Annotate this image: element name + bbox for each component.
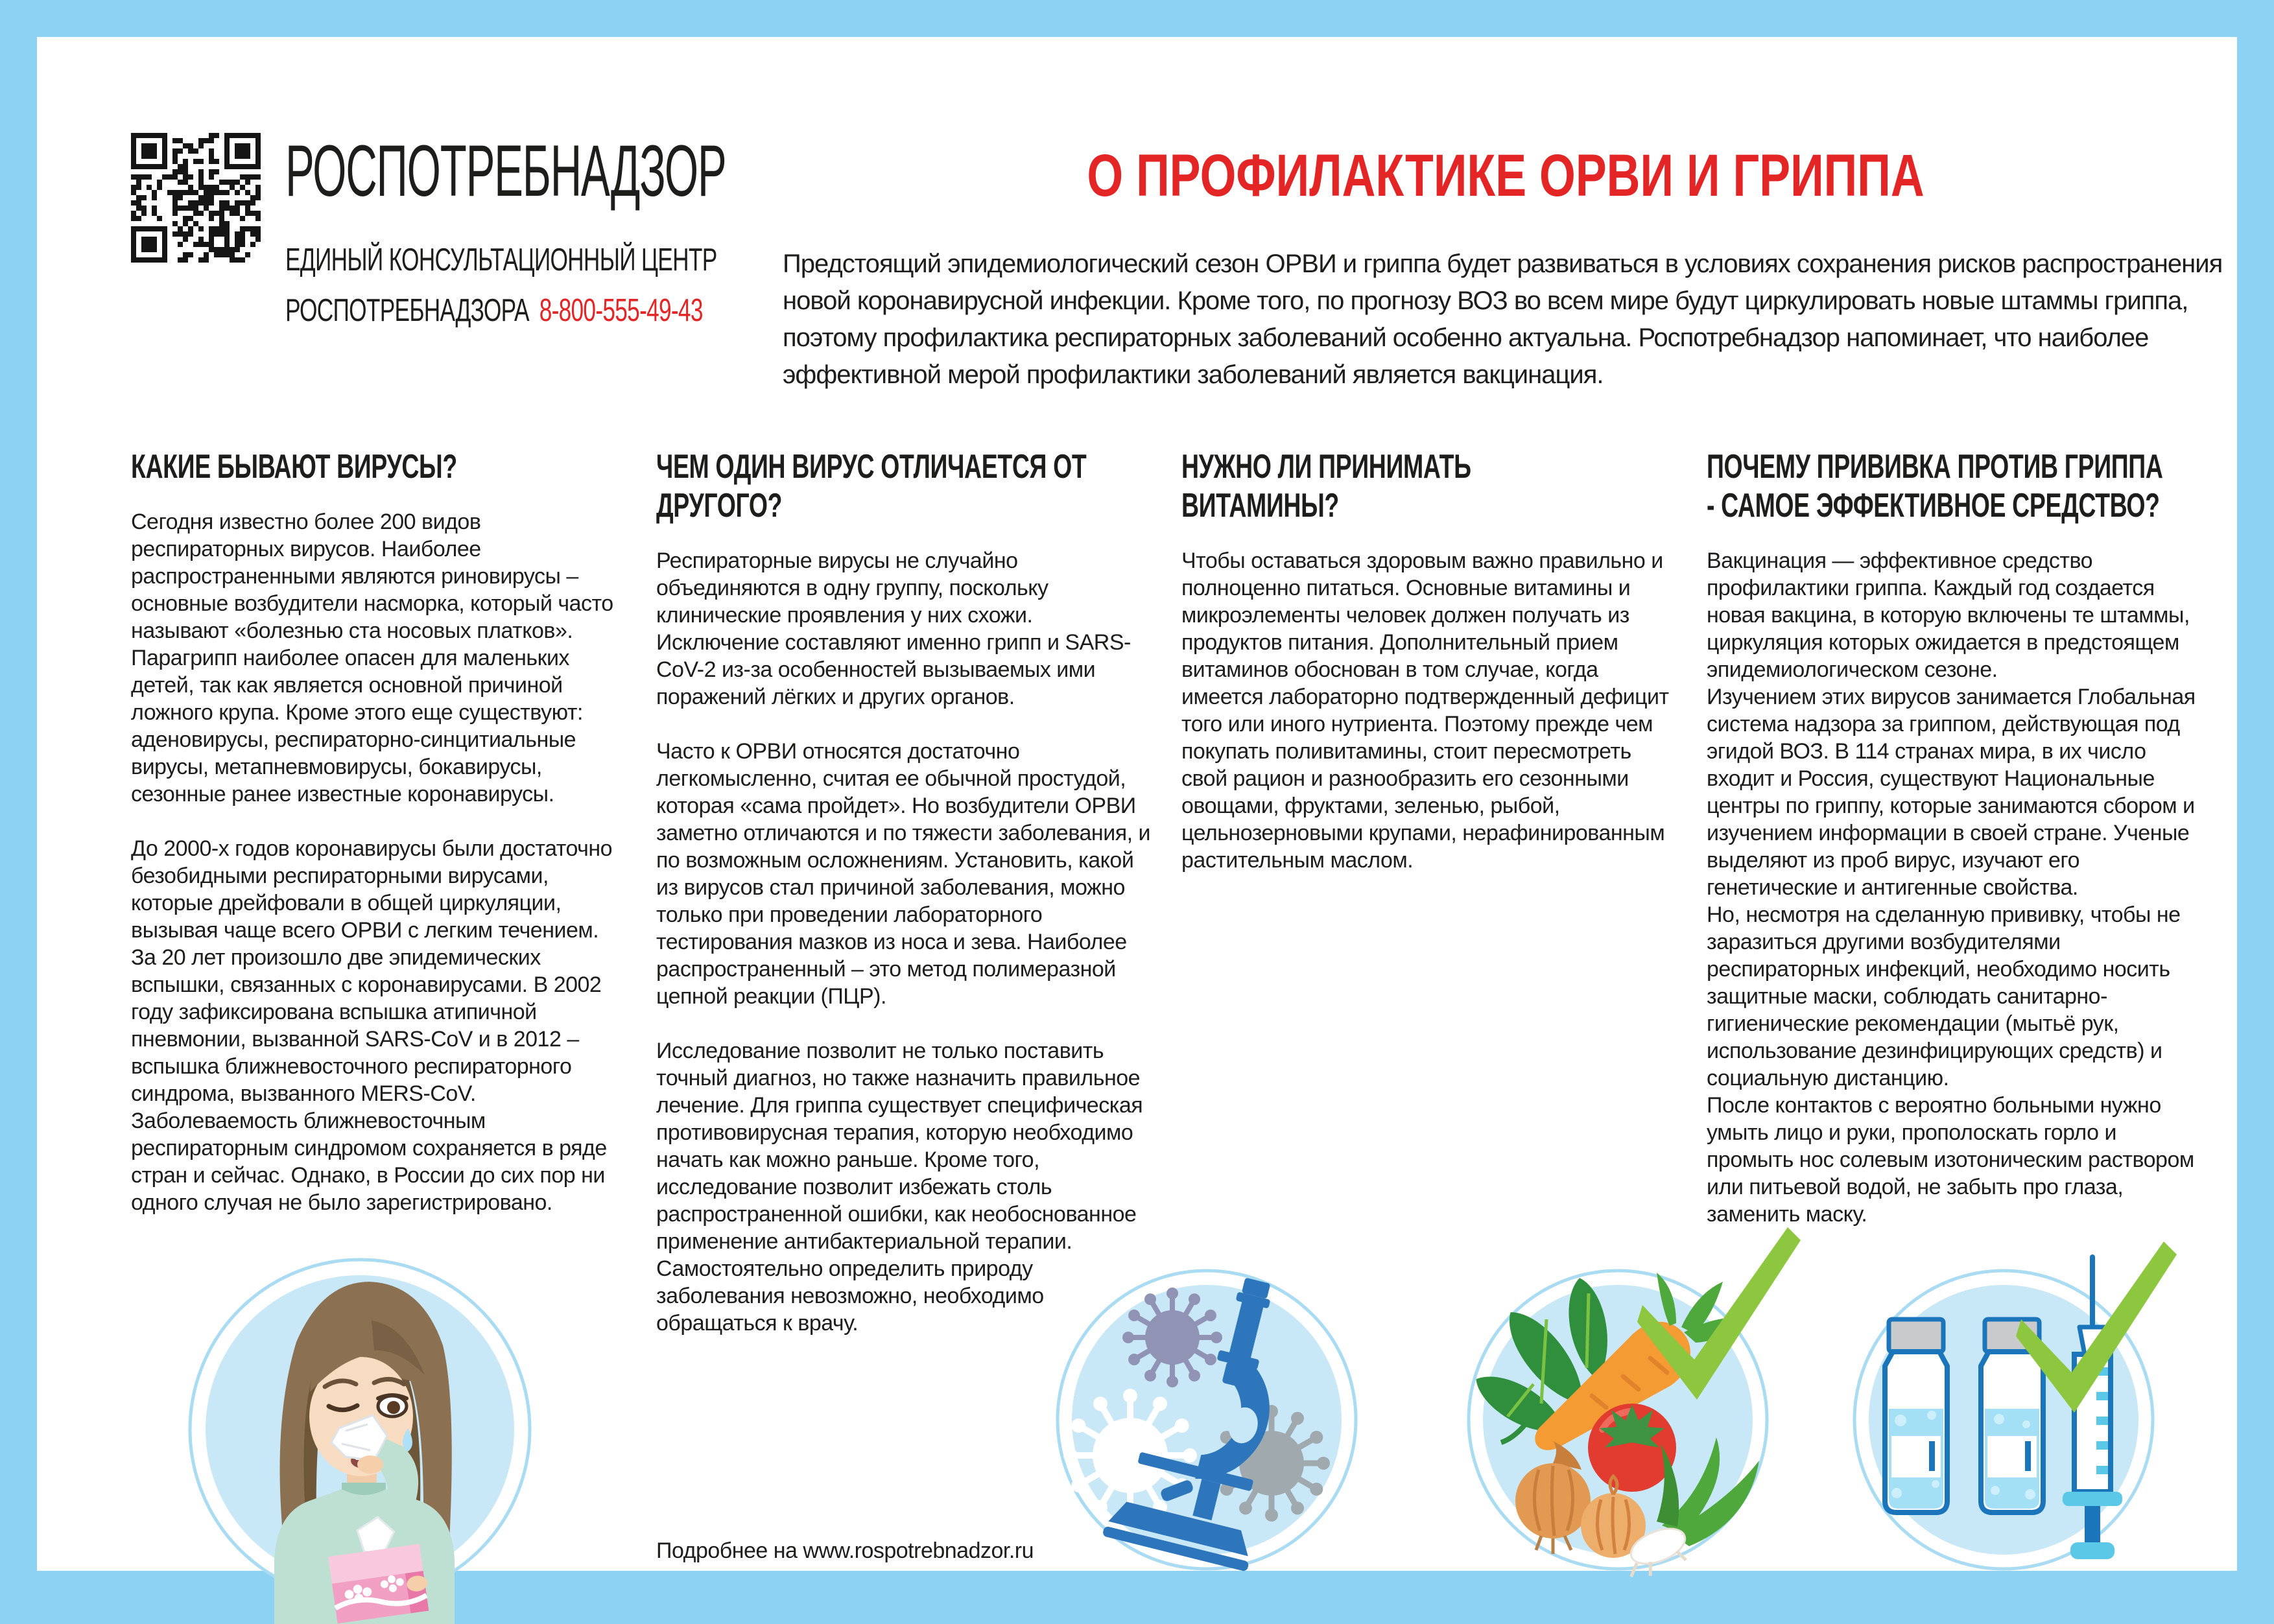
paragraph: Сегодня известно более 200 видов респираторных вирусов. Наиболее распространенными являются риновирусы – основные возбудители насморка, который часто называют «болезнью ста носовых платков». Парагрипп наиболее опасен для маленьких детей, так как является основной причиной ложного крупа. Кроме этого еще существуют: аденовирусы, респираторно-синцитиальные вирусы, метапневмовирусы, бокавирусы, сезонные ранее известные коронавирусы. (131, 510, 613, 806)
paragraph: До 2000-х годов коронавирусы были достаточно безобидными респираторными вирусами, которые дрейфовали в общей циркуляции, вызывая чаще всего ОРВИ с легким течением. За 20 лет произошло две эпидемических вспышки, связанных с коронавирусами. В 2002 году зафиксирована вспышка атипичной пневмонии, вызванной SARS-CoV и в 2012 – вспышка ближневосточного респираторного синдрома, вызванного MERS-CoV. Заболеваемость ближневосточным респираторным синдромом сохраняется в ряде стран и сейчас. Однако, в России до сих пор ни одного случая не было зарегистрировано. (131, 836, 613, 1215)
paragraph: Респираторные вирусы не случайно объединяются в одну группу, поскольку клинические проявления у них схожи. Исключение составляют именно грипп и SARS-CoV-2 из-за особенностей вызываемых ими поражений лёгких и других органов. (656, 548, 1131, 709)
column-vaccination (1707, 447, 2203, 1228)
paragraph: Изучением этих вирусов занимается Глобальная система надзора за гриппом, действующая под эгидой ВОЗ. В 114 странах мира, в их число входит и Россия, существуют Национальные центры по гриппу, которые занимаются сбором и изучением информации в своей стране. Ученые выделяют из проб вирус, изучают его генетические и антигенные свойства. (1707, 685, 2196, 900)
sick-woman-illustration (178, 1222, 541, 1624)
logo-org-name: РОСПОТРЕБНАДЗОР (285, 130, 726, 211)
paragraph: После контактов с вероятно больными нужно умыть лицо и руки, прополоскать горло и промыть нос солевым изотоническим раствором или питьевой водой, не забыть про глаза, заменить маску. (1707, 1093, 2194, 1227)
vegetables-icon (1456, 1222, 1786, 1592)
paragraph: Часто к ОРВИ относятся достаточно легкомысленно, считая ее обычной простудой, которая «сама пройдет». Но возбудители ОРВИ заметно отличаются и по тяжести заболевания, и по возможным осложнениям. Установить, какой из вирусов стал причиной заболевания, можно только при проведении лабораторного тестирования мазков из носа и зева. Наиболее распространенный – это метод полимеразной цепной реакции (ПЦР). (656, 739, 1150, 1009)
column-vitamins (1181, 447, 1677, 901)
consult-center-org: РОСПОТРЕБНАДЗОРА (285, 293, 529, 328)
page-title: О ПРОФИЛАКТИКЕ ОРВИ И ГРИППА (1087, 143, 1925, 209)
hotline-phone: 8-800-555-49-43 (539, 293, 703, 328)
microscope-icon (1052, 1261, 1364, 1579)
paragraph: Исследование позволит не только поставить точный диагноз, но также назначить правильное лечение. Для гриппа существует специфическая противовирусная терапия, которую необходимо начать как можно раньше. Кроме того, исследование позволит избежать столь распространенной ошибки, как необоснованное применение антибактериальной терапии. Самостоятельно определить природу заболевания невозможно, необходимо обращаться к врачу. (656, 1039, 1143, 1336)
column-heading: ЧЕМ ОДИН ВИРУС ОТЛИЧАЕТСЯ ОТ ДРУГОГО? (656, 448, 1087, 524)
consult-center-line1: ЕДИНЫЙ КОНСУЛЬТАЦИОННЫЙ ЦЕНТР (285, 242, 717, 277)
microscope-illustration (1052, 1261, 1364, 1579)
paragraph: Но, несмотря на сделанную прививку, чтобы не заразиться другими возбудителями респираторных инфекций, необходимо носить защитные маски, соблюдать санитарно-гигиенические рекомендации (мытьё рук, использование дезинфицирующих средств) и социальную дистанцию. (1707, 902, 2181, 1090)
column-heading: ПОЧЕМУ ПРИВИВКА ПРОТИВ ГРИППА - САМОЕ ЭФФЕКТИВНОЕ СРЕДСТВО? (1707, 448, 2163, 524)
paragraph: Чтобы оставаться здоровым важно правильно и полноценно питаться. Основные витамины и микроэлементы человек должен получать из продуктов питания. Дополнительный прием витаминов обоснован в том случае, когда имеется лабораторно подтвержденный дефицит того или иного нутриента. Поэтому прежде чем покупать поливитамины, стоит пересмотреть свой рацион и разнообразить его сезонными овощами, фруктами, зеленью, рыбой, цельнозерновыми крупами, нерафинированным растительным маслом. (1181, 548, 1669, 873)
paragraph: Вакцинация — эффективное средство профилактики гриппа. Каждый год создается новая вакцина, в которую включены те штаммы, циркуляция которых ожидается в предстоящем эпидемиологическом сезоне. (1707, 548, 2190, 682)
intro-paragraph: Предстоящий эпидемиологический сезон ОРВИ и гриппа будет развиваться в условиях сохранения рисков распространения новой коронавирусной инфекции. Кроме того, по прогнозу ВОЗ во всем мире будут циркулировать новые штаммы гриппа, поэтому профилактика респираторных заболеваний особенно актуальна. Роспотребнадзор напоминает, что наиболее эффективной мерой профилактики заболеваний является вакцинация. (783, 250, 2223, 389)
poster-sheet (37, 37, 2237, 1571)
vaccine-illustration (1851, 1222, 2162, 1592)
consult-center-line2 (285, 294, 703, 329)
column-virus-differences (656, 447, 1152, 1364)
column-virus-types (131, 447, 627, 1243)
column-heading: КАКИЕ БЫВАЮТ ВИРУСЫ? (131, 448, 457, 486)
vegetables-illustration (1456, 1222, 1786, 1592)
vaccine-icon (1851, 1222, 2162, 1592)
sick-woman-icon (178, 1222, 541, 1624)
qr-code-icon (131, 133, 261, 263)
column-heading: НУЖНО ЛИ ПРИНИМАТЬ ВИТАМИНЫ? (1181, 448, 1471, 524)
footer-note: Подробнее на www.rospotrebnadzor.ru (656, 1538, 1034, 1563)
